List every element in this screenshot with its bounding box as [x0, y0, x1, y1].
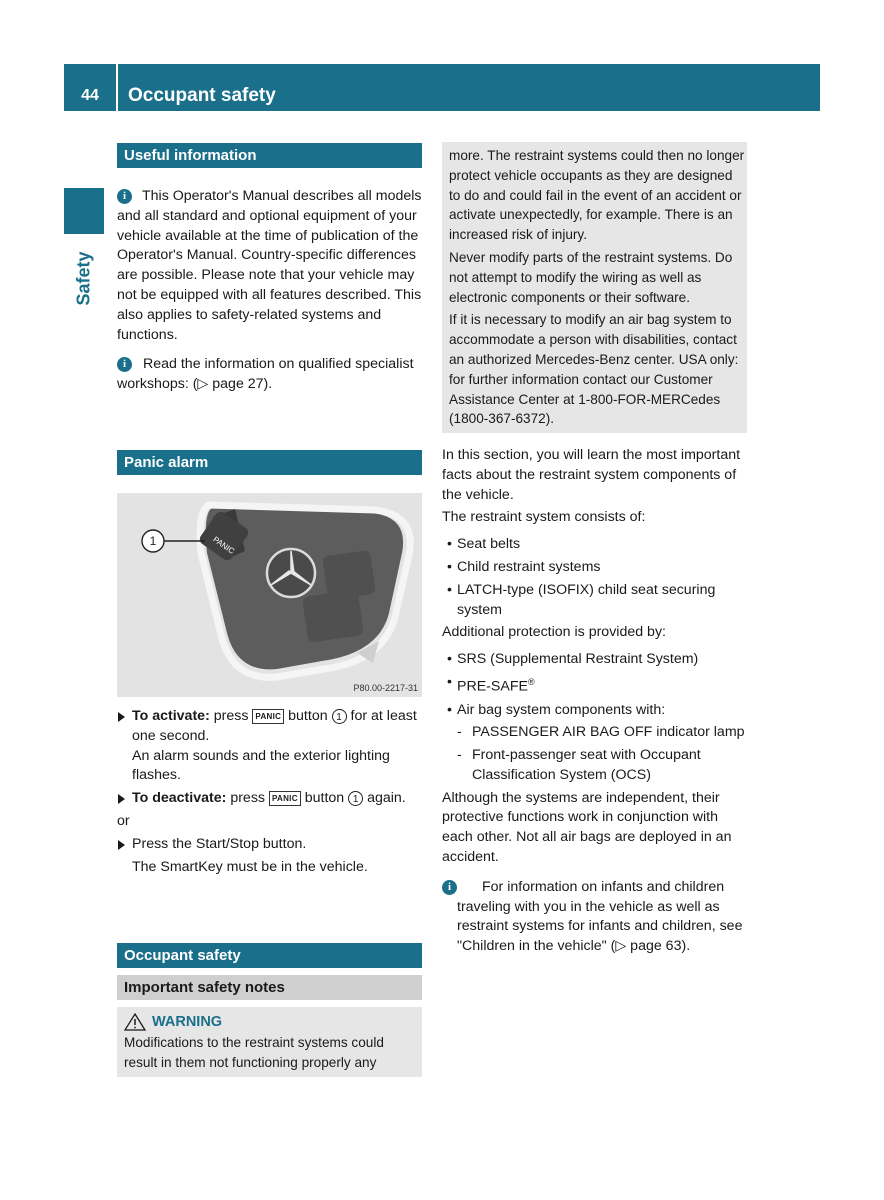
info-note-workshops-text: Read the information on qualified specialist workshops: (▷ page 27).: [117, 356, 414, 393]
smartkey-illustration: [117, 493, 422, 697]
side-tab-label: Safety: [73, 250, 94, 306]
panic-key-label: PANIC: [211, 534, 237, 556]
registered-mark: ®: [527, 676, 535, 687]
activate-press: press: [213, 708, 249, 724]
info-note-manual: [117, 187, 422, 345]
page-number: 44: [81, 87, 99, 104]
info-note-infants: [442, 878, 752, 957]
warning-title: [124, 1013, 415, 1031]
figure-caption: P80.00-2217-31: [353, 683, 418, 693]
step-startstop: Press the Start/Stop button.: [117, 835, 422, 855]
additional-paragraph: Additional protection is provided by:: [442, 624, 666, 641]
independent-paragraph: Although the systems are independent, their protective functions work in conjunction with each other. Not all air bags are deployed in an accident.: [442, 789, 732, 866]
callout-ref: 1: [348, 791, 363, 806]
intro-paragraph: In this section, you will learn the most important facts about the restraint system components of the vehicle.: [442, 447, 741, 503]
side-tab: [64, 238, 104, 318]
activate-text1: button: [288, 708, 328, 724]
or-text: or: [117, 812, 130, 829]
info-icon: i: [117, 357, 132, 372]
activate-text2: for at least one second.: [132, 708, 417, 744]
deactivate-text2: again.: [367, 790, 406, 807]
list-item: • Child restraint systems: [442, 558, 752, 578]
warning-cont-p1: more. The restraint systems could then no longer protect vehicle occupants as they are designed to do and could fail in the event of an accident or activate unexpectedly, for example. There is an increased risk of injury.: [449, 148, 745, 243]
restraint-system-text: [442, 446, 752, 957]
figure-callout-number: 1: [149, 534, 157, 548]
panic-alarm-heading: Panic alarm: [117, 450, 422, 475]
deactivate-text1: button: [304, 790, 345, 807]
useful-info-heading: Useful information: [117, 143, 422, 168]
warning-continued-box: [442, 142, 752, 433]
warning-triangle-icon: [124, 1013, 146, 1031]
warning-cont-p2: Never modify parts of the restraint systems. Do not attempt to modify the wiring as well as electronic components or their software.: [449, 249, 733, 305]
consists-paragraph: The restraint system consists of:: [442, 509, 646, 526]
warning-text: Modifications to the restraint systems could result in them not functioning properly any: [124, 1035, 384, 1070]
warning-cont-p3: If it is necessary to modify an air bag system to accommodate a person with disabilities, contact an authorized Mercedes-Benz center. USA only: for further information contact our Customer Assistance Center at 1-800-FOR-MERCedes (1800-367-6372).: [449, 312, 739, 427]
important-notes-heading: Important safety notes: [117, 975, 422, 1000]
info-icon: i: [442, 880, 457, 895]
smartkey-figure: [117, 493, 422, 697]
panic-alarm-section: [117, 450, 422, 877]
callout-ref: 1: [332, 709, 347, 724]
useful-info-section: [117, 143, 422, 395]
info-note-manual-text: This Operator's Manual describes all models and all standard and optional equipment of your vehicle available at the time of publication of the Operator's Manual. Country-specific differences are possible. Please note that your vehicle may not be equipped with all features described. This also applies to safety-related systems and functions.: [117, 188, 422, 343]
startstop-result: The SmartKey must be in the vehicle.: [132, 858, 368, 875]
presafe-text: PRE-SAFE: [457, 678, 528, 695]
occupant-safety-heading: Occupant safety: [117, 943, 422, 968]
activate-result: An alarm sounds and the exterior lighting flashes.: [132, 747, 390, 784]
activate-label: To activate:: [132, 708, 210, 724]
sub-list-item: - Front-passenger seat with Occupant Classification System (OCS): [442, 746, 752, 786]
panic-button-glyph: PANIC: [269, 791, 301, 806]
warning-title-text: WARNING: [152, 1014, 223, 1030]
deactivate-press: press: [230, 790, 266, 807]
list-item: • SRS (Supplemental Restraint System): [442, 650, 752, 670]
occupant-safety-section: [117, 943, 422, 1077]
panic-button-glyph: PANIC: [252, 709, 284, 724]
side-tab-marker: [64, 188, 104, 234]
deactivate-label: To deactivate:: [132, 790, 227, 807]
page-title: Occupant safety: [128, 85, 276, 106]
list-item: • LATCH-type (ISOFIX) child seat securing system: [442, 581, 752, 621]
list-item-presafe: [442, 673, 752, 698]
step-activate: [117, 707, 422, 747]
list-item: • Seat belts: [442, 535, 752, 555]
info-icon: i: [117, 189, 132, 204]
sub-list-item: - PASSENGER AIR BAG OFF indicator lamp: [442, 723, 752, 743]
list-item: • Air bag system components with:: [442, 701, 752, 721]
warning-box: [117, 1007, 422, 1077]
info-note-workshops: [117, 355, 422, 395]
header-divider: [116, 64, 118, 111]
step-deactivate: [117, 789, 422, 809]
info-note-infants-text: For information on infants and children traveling with you in the vehicle as well as restraint systems for infants and children, see "Children in the vehicle" (▷ page 63).: [457, 878, 743, 955]
